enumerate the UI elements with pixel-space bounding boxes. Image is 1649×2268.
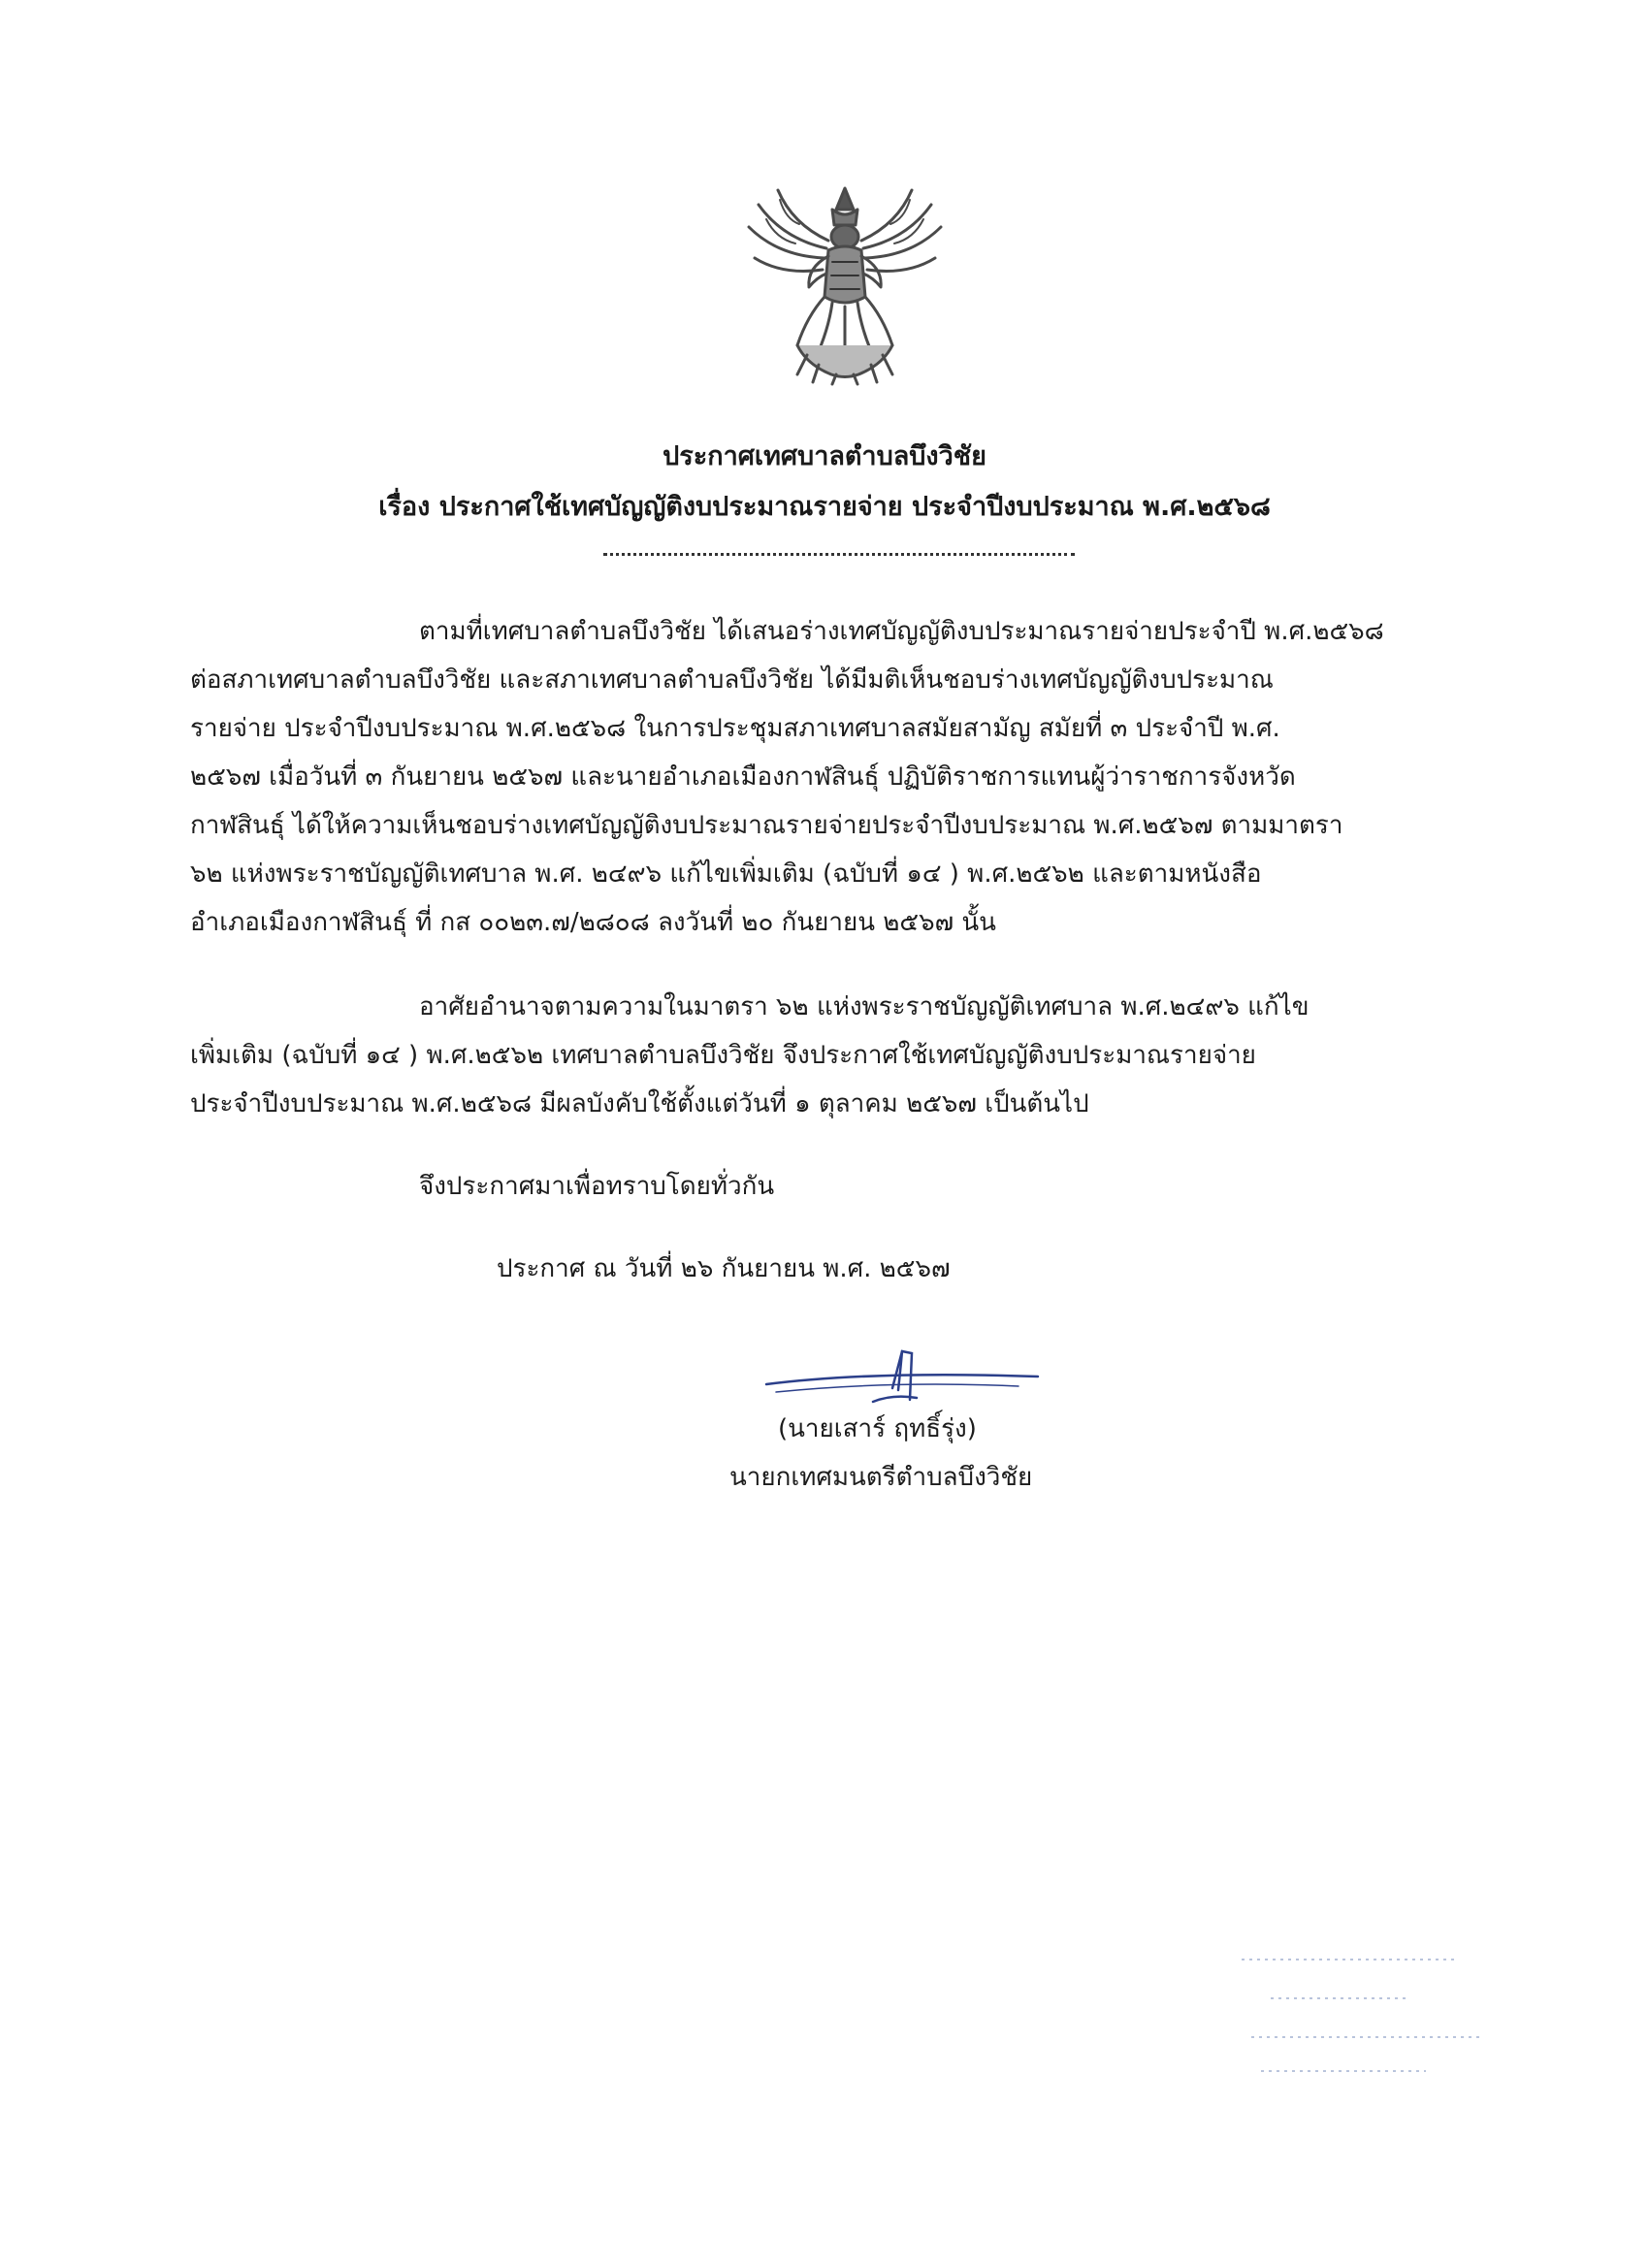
- paragraph2-line: เพิ่มเติม (ฉบับที่ ๑๔ ) พ.ศ.๒๕๖๒ เทศบาลตำบลบึงวิชัย จึงประกาศใช้เทศบัญญัติงบประมาณรายจ่าย: [190, 1041, 1256, 1070]
- announcement-title: ประกาศเทศบาลตำบลบึงวิชัย: [663, 441, 986, 471]
- signatory-name: (นายเสาร์ ฤทธิ์รุ่ง): [778, 1414, 977, 1443]
- closing-statement: จึงประกาศมาเพื่อทราบโดยทั่วกัน: [419, 1172, 775, 1201]
- paragraph1-line: กาฬสินธุ์ ได้ให้ความเห็นชอบร่างเทศบัญญัติงบประมาณรายจ่ายประจำปีงบประมาณ พ.ศ.๒๕๖๗ ตามมาตรา: [190, 811, 1343, 840]
- signature-icon: [757, 1344, 1048, 1411]
- dotted-divider: [603, 553, 1075, 556]
- paragraph1-line: ๖๒ แห่งพระราชบัญญัติเทศบาล พ.ศ. ๒๔๙๖ แก้ไขเพิ่มเติม (ฉบับที่ ๑๔ ) พ.ศ.๒๕๖๒ และตามหนังสือ: [190, 859, 1262, 889]
- paragraph1-line: ตามที่เทศบาลตำบลบึงวิชัย ได้เสนอร่างเทศบัญญัติงบประมาณรายจ่ายประจำปี พ.ศ.๒๕๖๘: [419, 617, 1384, 646]
- announcement-subject: เรื่อง ประกาศใช้เทศบัญญัติงบประมาณรายจ่าย ประจำปีงบประมาณ พ.ศ.๒๕๖๘: [378, 492, 1271, 522]
- announce-date: ประกาศ ณ วันที่ ๒๖ กันยายน พ.ศ. ๒๕๖๗: [497, 1254, 951, 1283]
- paragraph1-line: อำเภอเมืองกาฬสินธุ์ ที่ กส ๐๐๒๓.๗/๒๘๐๘ ลงวันที่ ๒๐ กันยายน ๒๕๖๗ นั้น: [190, 908, 996, 937]
- paragraph2-line: อาศัยอำนาจตามความในมาตรา ๖๒ แห่งพระราชบัญญัติเทศบาล พ.ศ.๒๔๙๖ แก้ไข: [419, 992, 1310, 1021]
- scan-noise: [1232, 1950, 1523, 2086]
- paragraph2-line: ประจำปีงบประมาณ พ.ศ.๒๕๖๘ มีผลบังคับใช้ตั้งแต่วันที่ ๑ ตุลาคม ๒๕๖๗ เป็นต้นไป: [190, 1089, 1089, 1118]
- signatory-position: นายกเทศมนตรีตำบลบึงวิชัย: [729, 1463, 1033, 1492]
- paragraph1-line: ต่อสภาเทศบาลตำบลบึงวิชัย และสภาเทศบาลตำบลบึงวิชัย ได้มีมติเห็นชอบร่างเทศบัญญัติงบประมาณ: [190, 665, 1274, 695]
- paragraph1-line: รายจ่าย ประจำปีงบประมาณ พ.ศ.๒๕๖๘ ในการประชุมสภาเทศบาลสมัยสามัญ สมัยที่ ๓ ประจำปี พ.ศ.: [190, 714, 1280, 743]
- garuda-emblem-icon: [739, 180, 951, 386]
- paragraph1-line: ๒๕๖๗ เมื่อวันที่ ๓ กันยายน ๒๕๖๗ และนายอำเภอเมืองกาฬสินธุ์ ปฏิบัติราชการแทนผู้ว่าราชการจังหวัด: [190, 762, 1296, 792]
